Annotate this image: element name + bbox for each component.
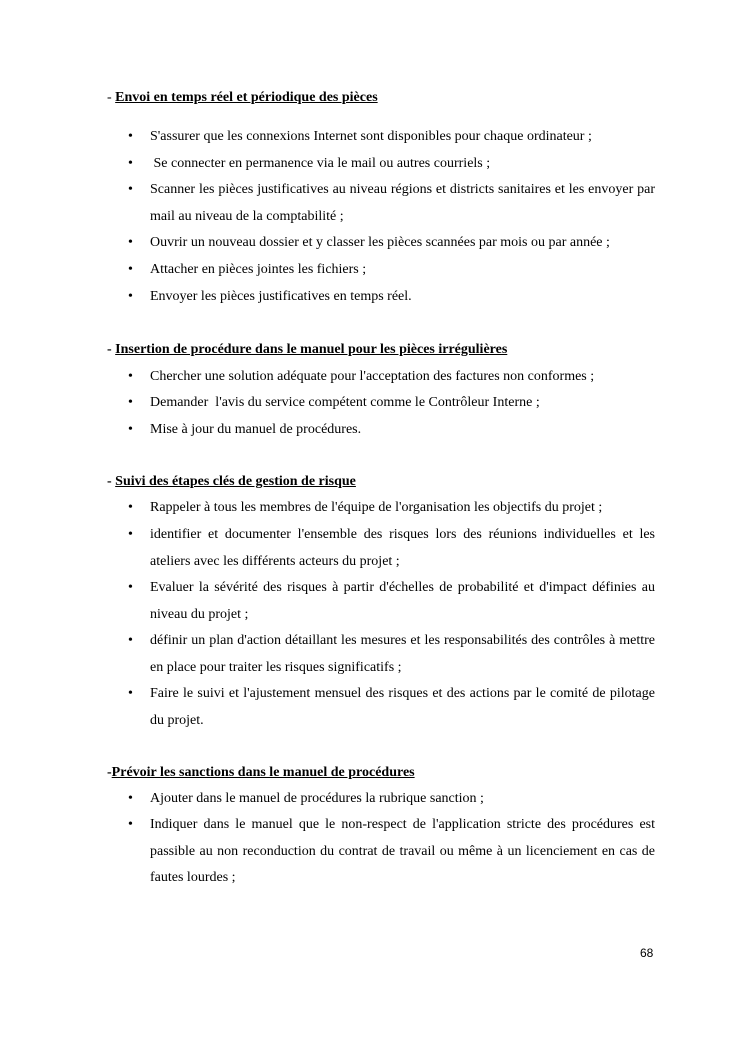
- list-item-text: Faire le suivi et l'ajustement mensuel des risques et des actions par le comité de pilotage du projet.: [150, 686, 655, 728]
- bullet-icon: •: [128, 235, 133, 250]
- bullet-icon: •: [128, 422, 133, 437]
- list-item-text: Mise à jour du manuel de procédures.: [150, 422, 362, 437]
- section-heading: [107, 764, 415, 782]
- bullet-icon: •: [128, 262, 133, 277]
- list-item-text: Evaluer la sévérité des risques à partir d'échelles de probabilité et d'impact définies au niveau du projet ;: [150, 580, 655, 622]
- list-item-text: Ajouter dans le manuel de procédures la rubrique sanction ;: [150, 791, 484, 806]
- section-heading: [107, 473, 356, 491]
- list-item-text: définir un plan d'action détaillant les mesures et les responsabilités des contrôles à mettre en place pour traiter les risques significatifs ;: [150, 633, 655, 675]
- heading-prefix: -: [107, 342, 116, 357]
- list-item-text: Attacher en pièces jointes les fichiers ;: [150, 262, 367, 277]
- section-heading: [107, 89, 378, 107]
- bullet-icon: •: [128, 369, 133, 384]
- heading-prefix: -: [107, 90, 116, 105]
- list-item-text: Demander l'avis du service compétent comme le Contrôleur Interne ;: [150, 395, 540, 410]
- list-item-text: Ouvrir un nouveau dossier et y classer les pièces scannées par mois ou par année ;: [150, 235, 610, 250]
- list-item-text: Chercher une solution adéquate pour l'acceptation des factures non conformes ;: [150, 369, 595, 384]
- bullet-icon: •: [128, 182, 133, 197]
- bullet-icon: •: [128, 580, 133, 595]
- page-number: 68: [640, 946, 654, 960]
- bullet-icon: •: [128, 500, 133, 515]
- bullet-icon: •: [128, 395, 133, 410]
- heading-prefix: -: [107, 765, 112, 780]
- heading-prefix: -: [107, 474, 116, 489]
- bullet-icon: •: [128, 686, 133, 701]
- bullet-icon: •: [128, 527, 133, 542]
- bullet-icon: •: [128, 156, 133, 171]
- bullet-icon: •: [128, 633, 133, 648]
- list-item-text: Envoyer les pièces justificatives en temps réel.: [150, 289, 412, 304]
- list-item-text: Rappeler à tous les membres de l'équipe de l'organisation les objectifs du projet ;: [150, 500, 603, 515]
- bullet-icon: •: [128, 129, 133, 144]
- bullet-icon: •: [128, 289, 133, 304]
- heading-title: Suivi des étapes clés de gestion de risque: [115, 474, 356, 489]
- list-item-text: S'assurer que les connexions Internet sont disponibles pour chaque ordinateur ;: [150, 129, 592, 144]
- section-heading: [107, 341, 507, 359]
- list-item-text: Se connecter en permanence via le mail ou autres courriels ;: [150, 156, 491, 171]
- bullet-icon: •: [128, 791, 133, 806]
- list-item-text: Indiquer dans le manuel que le non-respect de l'application stricte des procédures est passible au non reconduction du contrat de travail ou même à un licenciement en cas de fautes lourdes ;: [150, 817, 655, 885]
- bullet-icon: •: [128, 817, 133, 832]
- heading-title: Insertion de procédure dans le manuel pour les pièces irrégulières: [115, 342, 508, 357]
- heading-title: Prévoir les sanctions dans le manuel de procédures: [111, 765, 415, 780]
- list-item-text: Scanner les pièces justificatives au niveau régions et districts sanitaires et les envoyer par mail au niveau de la comptabilité ;: [150, 182, 655, 224]
- list-item-text: identifier et documenter l'ensemble des risques lors des réunions individuelles et les ateliers avec les différents acteurs du projet ;: [150, 527, 655, 569]
- heading-title: Envoi en temps réel et périodique des pièces: [115, 90, 378, 105]
